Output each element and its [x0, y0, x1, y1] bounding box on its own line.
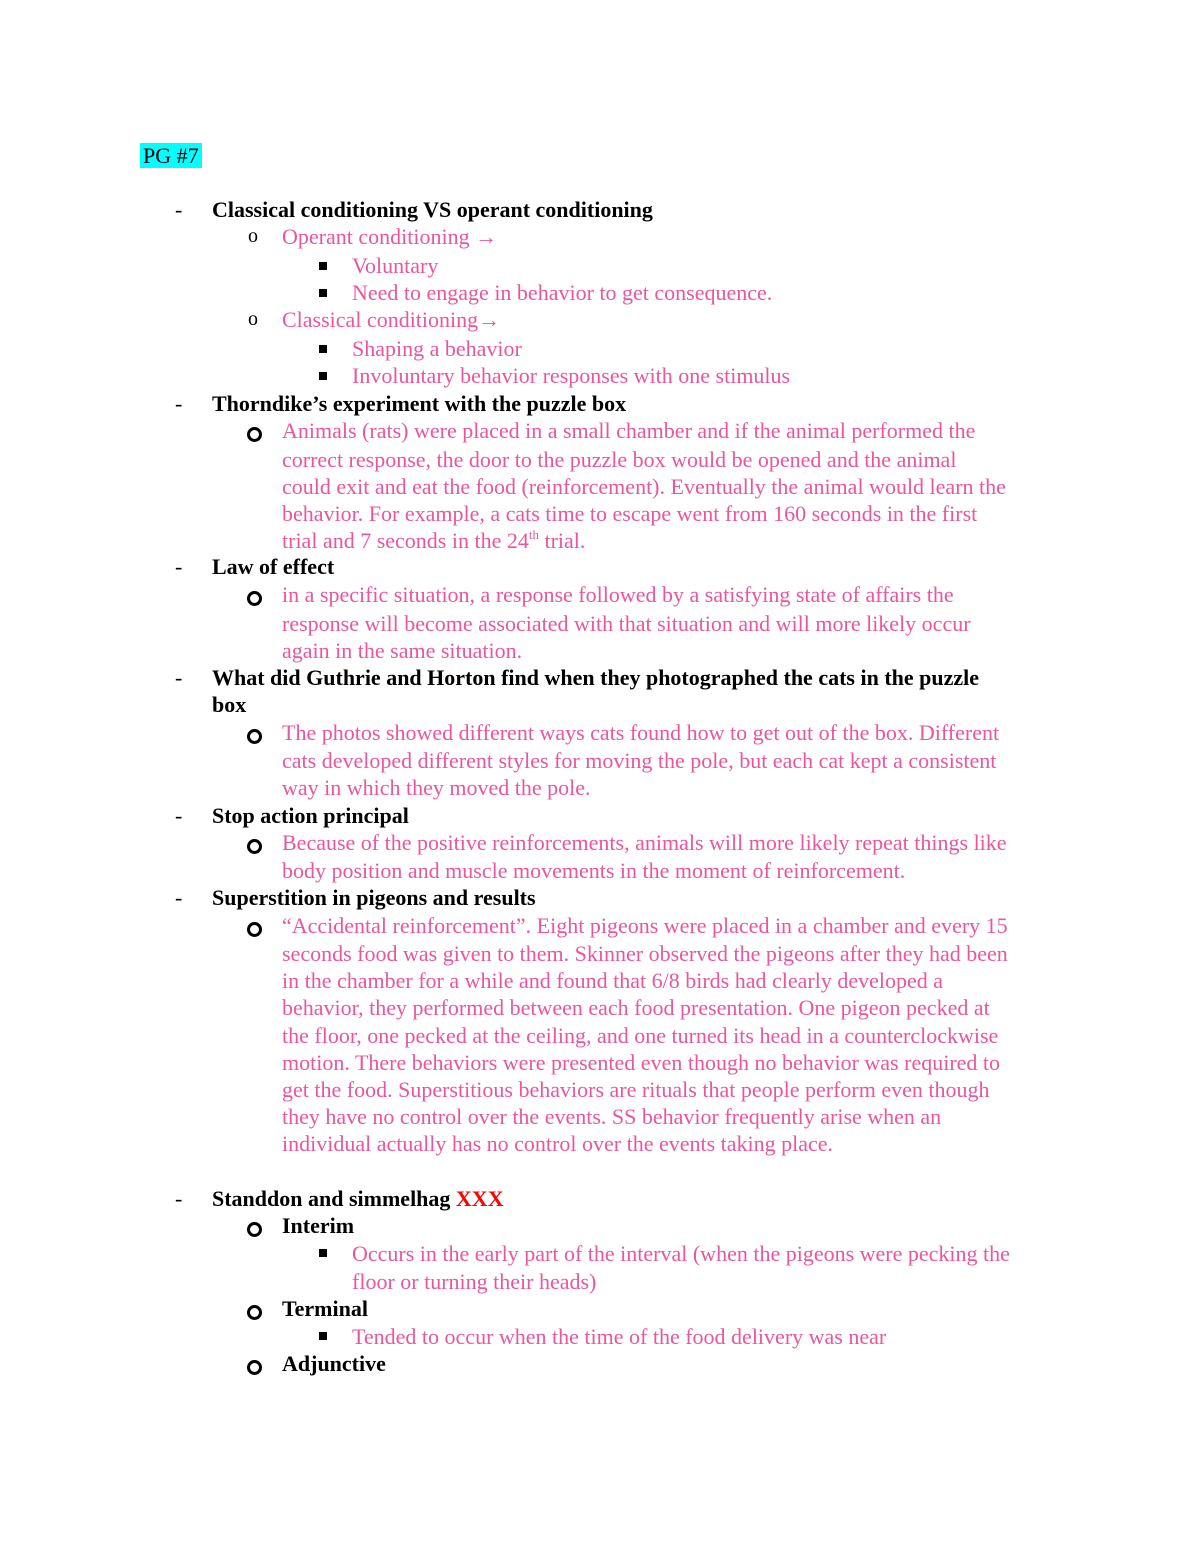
- paragraph-line: cats developed different styles for moving the pole, but each cat kept a consistent: [282, 748, 997, 773]
- paragraph-line: Animals (rats) were placed in a small chamber and if the animal performed the: [282, 418, 976, 443]
- subheading-interim: Interim: [282, 1213, 355, 1238]
- paragraph-line: the floor, one pecked at the ceiling, and one turned its head in a counterclockwise: [282, 1023, 999, 1048]
- paragraph-line: behavior. For example, a cats time to escape went from 160 seconds in the first: [282, 501, 978, 526]
- section-heading: Stop action principal: [212, 803, 409, 828]
- square-bullet: [319, 262, 327, 270]
- paragraph-line: behavior, they performed between each food presentation. One pigeon pecked at: [282, 995, 990, 1020]
- paragraph-line: could exit and eat the food (reinforcement). Eventually the animal would learn the: [282, 474, 1006, 499]
- dash-bullet: -: [175, 197, 183, 222]
- paragraph-line: response will become associated with that situation and will more likely occur: [282, 611, 971, 636]
- paragraph-line: in the chamber for a while and found that 6/8 birds had clearly developed a: [282, 968, 943, 993]
- arrow-icon: →: [478, 307, 501, 332]
- paragraph-line: seconds food was given to them. Skinner observed the pigeons after they had been: [282, 941, 1008, 966]
- circle-bullet: [247, 1360, 262, 1375]
- item-text: Shaping a behavior: [352, 336, 522, 361]
- circle-bullet: [247, 1222, 262, 1237]
- item-text: Classical conditioning→: [282, 307, 501, 332]
- section-heading: Law of effect: [212, 554, 335, 579]
- paragraph-line: correct response, the door to the puzzle box would be opened and the animal: [282, 447, 957, 472]
- circle-bullet: [247, 839, 262, 854]
- paragraph-line: again in the same situation.: [282, 638, 523, 663]
- paragraph-line: they have no control over the events. SS behavior frequently arise when an: [282, 1104, 942, 1129]
- square-bullet: [319, 1249, 327, 1257]
- circle-bullet: o: [248, 225, 258, 247]
- section-heading-continued: box: [212, 692, 247, 717]
- dash-bullet: -: [175, 665, 183, 690]
- paragraph-line: get the food. Superstitious behaviors are rituals that people perform even though: [282, 1077, 990, 1102]
- subheading-adjunctive: Adjunctive: [282, 1351, 386, 1376]
- circle-bullet: [247, 1305, 262, 1320]
- circle-bullet: [247, 729, 262, 744]
- section-heading: What did Guthrie and Horton find when they photographed the cats in the puzzle: [212, 665, 980, 690]
- dash-bullet: -: [175, 803, 183, 828]
- item-text: Need to engage in behavior to get consequence.: [352, 280, 773, 305]
- arrow-icon: →: [475, 224, 498, 249]
- page-label: [140, 142, 202, 169]
- paragraph-line: body position and muscle movements in the moment of reinforcement.: [282, 858, 906, 883]
- square-bullet: [319, 345, 327, 353]
- paragraph-line: Because of the positive reinforcements, animals will more likely repeat things like: [282, 830, 1007, 855]
- superscript: th: [528, 527, 539, 542]
- paragraph-line: “Accidental reinforcement”. Eight pigeons were placed in a chamber and every 15: [282, 913, 1008, 938]
- paragraph-line: motion. There behaviors were presented even though no behavior was required to: [282, 1050, 1001, 1075]
- circle-bullet: [247, 922, 262, 937]
- item-text: Operant conditioning →: [282, 224, 498, 249]
- item-text: Voluntary: [352, 253, 439, 278]
- section-heading: Superstition in pigeons and results: [212, 885, 536, 910]
- dash-bullet: -: [175, 554, 183, 579]
- dash-bullet: -: [175, 391, 183, 416]
- circle-bullet: [247, 427, 262, 442]
- dash-bullet: -: [175, 885, 183, 910]
- section-heading: Thorndike’s experiment with the puzzle box: [212, 391, 627, 416]
- section-heading: Classical conditioning VS operant conditioning: [212, 197, 653, 222]
- square-bullet: [319, 1332, 327, 1340]
- paragraph-line: Tended to occur when the time of the food delivery was near: [352, 1324, 887, 1349]
- square-bullet: [319, 289, 327, 297]
- paragraph-line: trial and 7 seconds in the 24th trial.: [282, 527, 586, 553]
- dash-bullet: -: [175, 1186, 183, 1211]
- paragraph-line: in a specific situation, a response followed by a satisfying state of affairs the: [282, 582, 954, 607]
- red-mark: XXX: [455, 1186, 504, 1211]
- paragraph-line: way in which they moved the pole.: [282, 775, 591, 800]
- item-text: Involuntary behavior responses with one stimulus: [352, 363, 791, 388]
- circle-bullet: [247, 591, 262, 606]
- subheading-terminal: Terminal: [282, 1296, 368, 1321]
- square-bullet: [319, 372, 327, 380]
- section-heading: Standdon and simmelhag XXX: [212, 1186, 504, 1211]
- paragraph-line: The photos showed different ways cats found how to get out of the box. Different: [282, 720, 1000, 745]
- circle-bullet: o: [248, 308, 258, 330]
- paragraph-line: Occurs in the early part of the interval (when the pigeons were pecking the: [352, 1241, 1010, 1266]
- page-label-highlight: PG #7: [140, 143, 202, 168]
- paragraph-line: floor or turning their heads): [352, 1269, 597, 1294]
- paragraph-line: individual actually has no control over the events taking place.: [282, 1131, 834, 1156]
